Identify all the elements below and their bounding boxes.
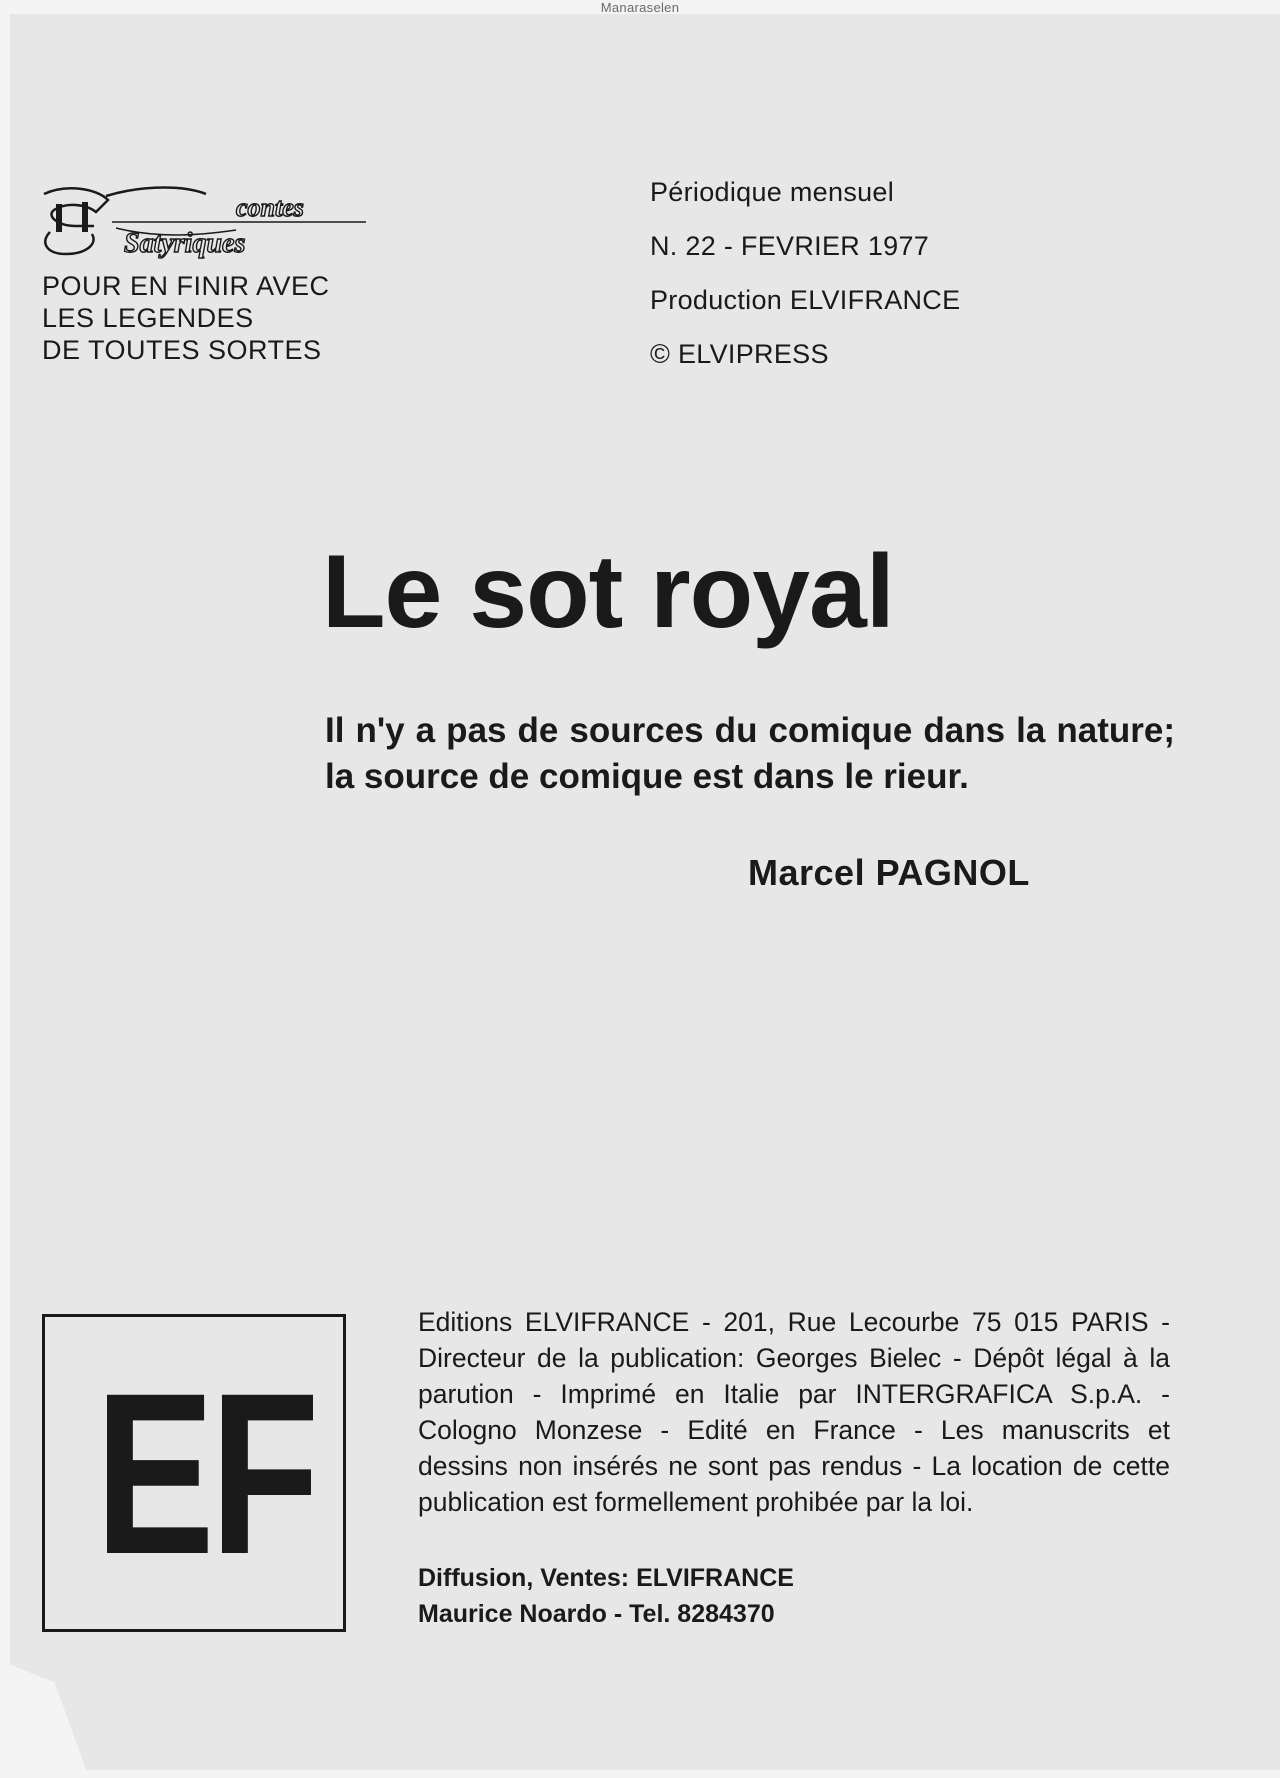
tagline — [42, 270, 330, 366]
publication-info — [650, 172, 960, 388]
tagline-line: POUR EN FINIR AVEC — [42, 271, 330, 301]
story-title: Le sot royal — [322, 534, 894, 650]
epigraph-quote: Il n'y a pas de sources du comique dans la nature; la source de comique est dans le rieur. — [325, 711, 1175, 796]
logo-line-1: contes — [236, 193, 304, 222]
tagline-line: DE TOUTES SORTES — [42, 335, 322, 365]
publication-issue: N. 22 - FEVRIER 1977 — [650, 231, 930, 261]
tagline-line: LES LEGENDES — [42, 303, 254, 333]
watermark: Manaraselen — [600, 0, 680, 15]
imprint-text: Editions ELVIFRANCE - 201, Rue Lecourbe 75 015 PARIS - Directeur de la publication: Georges Bielec - Dépôt légal à la parution - Imprimé en Italie par INTERGRAFICA S.p.A. - Cologno Monzese - Edité en France - Les manuscrits et dessins non insérés ne sont pas rendus - La location de cette publication est formellement prohibée par la loi. — [418, 1307, 1170, 1517]
distribution-info — [418, 1560, 794, 1632]
publisher-logo — [42, 1314, 346, 1632]
publication-frequency: Périodique mensuel — [650, 177, 895, 207]
publication-production: Production ELVIFRANCE — [650, 285, 961, 315]
distribution-line: Diffusion, Ventes: ELVIFRANCE — [418, 1564, 794, 1592]
publication-copyright: © ELVIPRESS — [650, 339, 829, 369]
epigraph-author: Marcel PAGNOL — [748, 852, 1030, 893]
publisher-logo-text: EF — [95, 1345, 315, 1602]
contes-satyriques-logo — [36, 182, 376, 260]
distribution-line: Maurice Noardo - Tel. 8284370 — [418, 1600, 775, 1628]
logo-line-2: Satyriques — [124, 228, 246, 259]
